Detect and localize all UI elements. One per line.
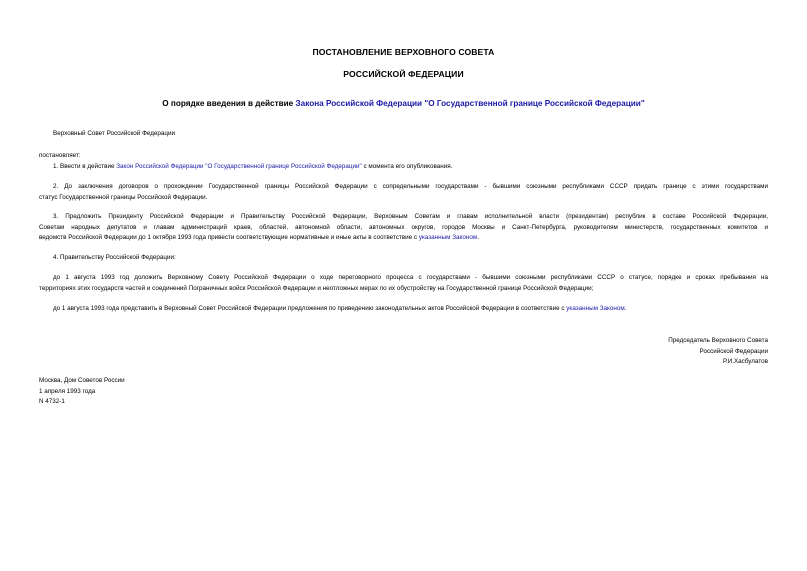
p1-suffix: с момента его опубликования. [361, 163, 453, 170]
footer-place: Москва, Дом Советов России [39, 377, 125, 384]
footer-number: N 4732-1 [39, 398, 65, 406]
p3-law-link[interactable]: указанным Законом [418, 234, 478, 242]
p4b-prefix: до 1 августа 1993 года представить в Верховный Совет Российской Федерации предложения по приведению законодательных актов Российской Федерации в соответствие с [53, 305, 567, 312]
p2-line2: статус Государственной границы Российской Федерации. [39, 193, 208, 201]
signature-line2: Российской Федерации [699, 347, 768, 355]
p3-line3 [39, 233, 768, 244]
paragraph-1 [53, 162, 452, 173]
p3-line1: 3. Предложить Президенту Российской Федерации и Правительству Российской Федерации, Верховным Советам и главам исполнительной власти (президентам) республик в составе Российской Федерации, [53, 213, 768, 220]
doc-title-line1: ПОСТАНОВЛЕНИЕ ВЕРХОВНОГО СОВЕТА [312, 47, 495, 57]
footer-date: 1 апреля 1993 года [39, 387, 96, 395]
paragraph-4a [39, 273, 768, 294]
p4a-line1: до 1 августа 1993 год доложить Верховному Совету Российской Федерации о ходе переговорного процесса с государствами - бывшими союзными республиками СССР о статусе, порядке и сроках пребывания на [53, 274, 768, 281]
doc-subtitle [0, 99, 807, 108]
signature-line1: Председатель Верховного Совета [668, 337, 768, 344]
signature-line3: Р.И.Хасбулатов [722, 358, 768, 366]
subtitle-prefix: О порядке введения в действие [162, 99, 296, 108]
paragraph-3 [39, 212, 768, 244]
p4b-law-link[interactable]: указанным Законом [566, 305, 625, 312]
p3-line2: Советам народных депутатов и главам администраций краев, областей, автономной области, автономных округов, городов Москвы и Санкт-Петербурга, руководителям министерств, государственных комитетов и [39, 223, 768, 231]
subtitle-law-link[interactable]: Закона Российской Федерации "О Государственной границе Российской Федерации" [295, 99, 645, 108]
p2-line1: 2. До заключения договоров о прохождении Государственной границы Российской Федерации с сопредельными государствами - бывшими союзными республиками СССР придать границе с этими государствами [53, 183, 768, 190]
p3-line3-suffix: . [477, 234, 479, 242]
p1-law-link[interactable]: Закон Российской Федерации "О Государственной границе Российской Федерации" [116, 163, 362, 170]
p1-prefix: 1. Ввести в действие [53, 163, 117, 170]
paragraph-4: 4. Правительству Российской Федерации: [53, 254, 176, 261]
paragraph-4b [53, 304, 626, 315]
p3-line3-prefix: ведомств Российской Федерации до 1 октября 1993 года привести соответствующие нормативные и иные акты в соответствие с [39, 234, 419, 242]
decree-word: постановляет: [39, 152, 81, 159]
p4b-suffix: . [624, 305, 627, 312]
p4a-line2: территориях этих государств частей и соединений Пограничных войск Российской Федерации и неотложных мерах по их обустройству на Государственной границе Российской Федерации; [39, 284, 594, 292]
footer-block [39, 376, 125, 408]
signature-block [568, 336, 768, 368]
doc-title-line2: РОССИЙСКОЙ ФЕДЕРАЦИИ [343, 69, 464, 79]
issuer-text: Верховный Совет Российской Федерации [53, 130, 176, 137]
paragraph-2 [39, 182, 768, 203]
